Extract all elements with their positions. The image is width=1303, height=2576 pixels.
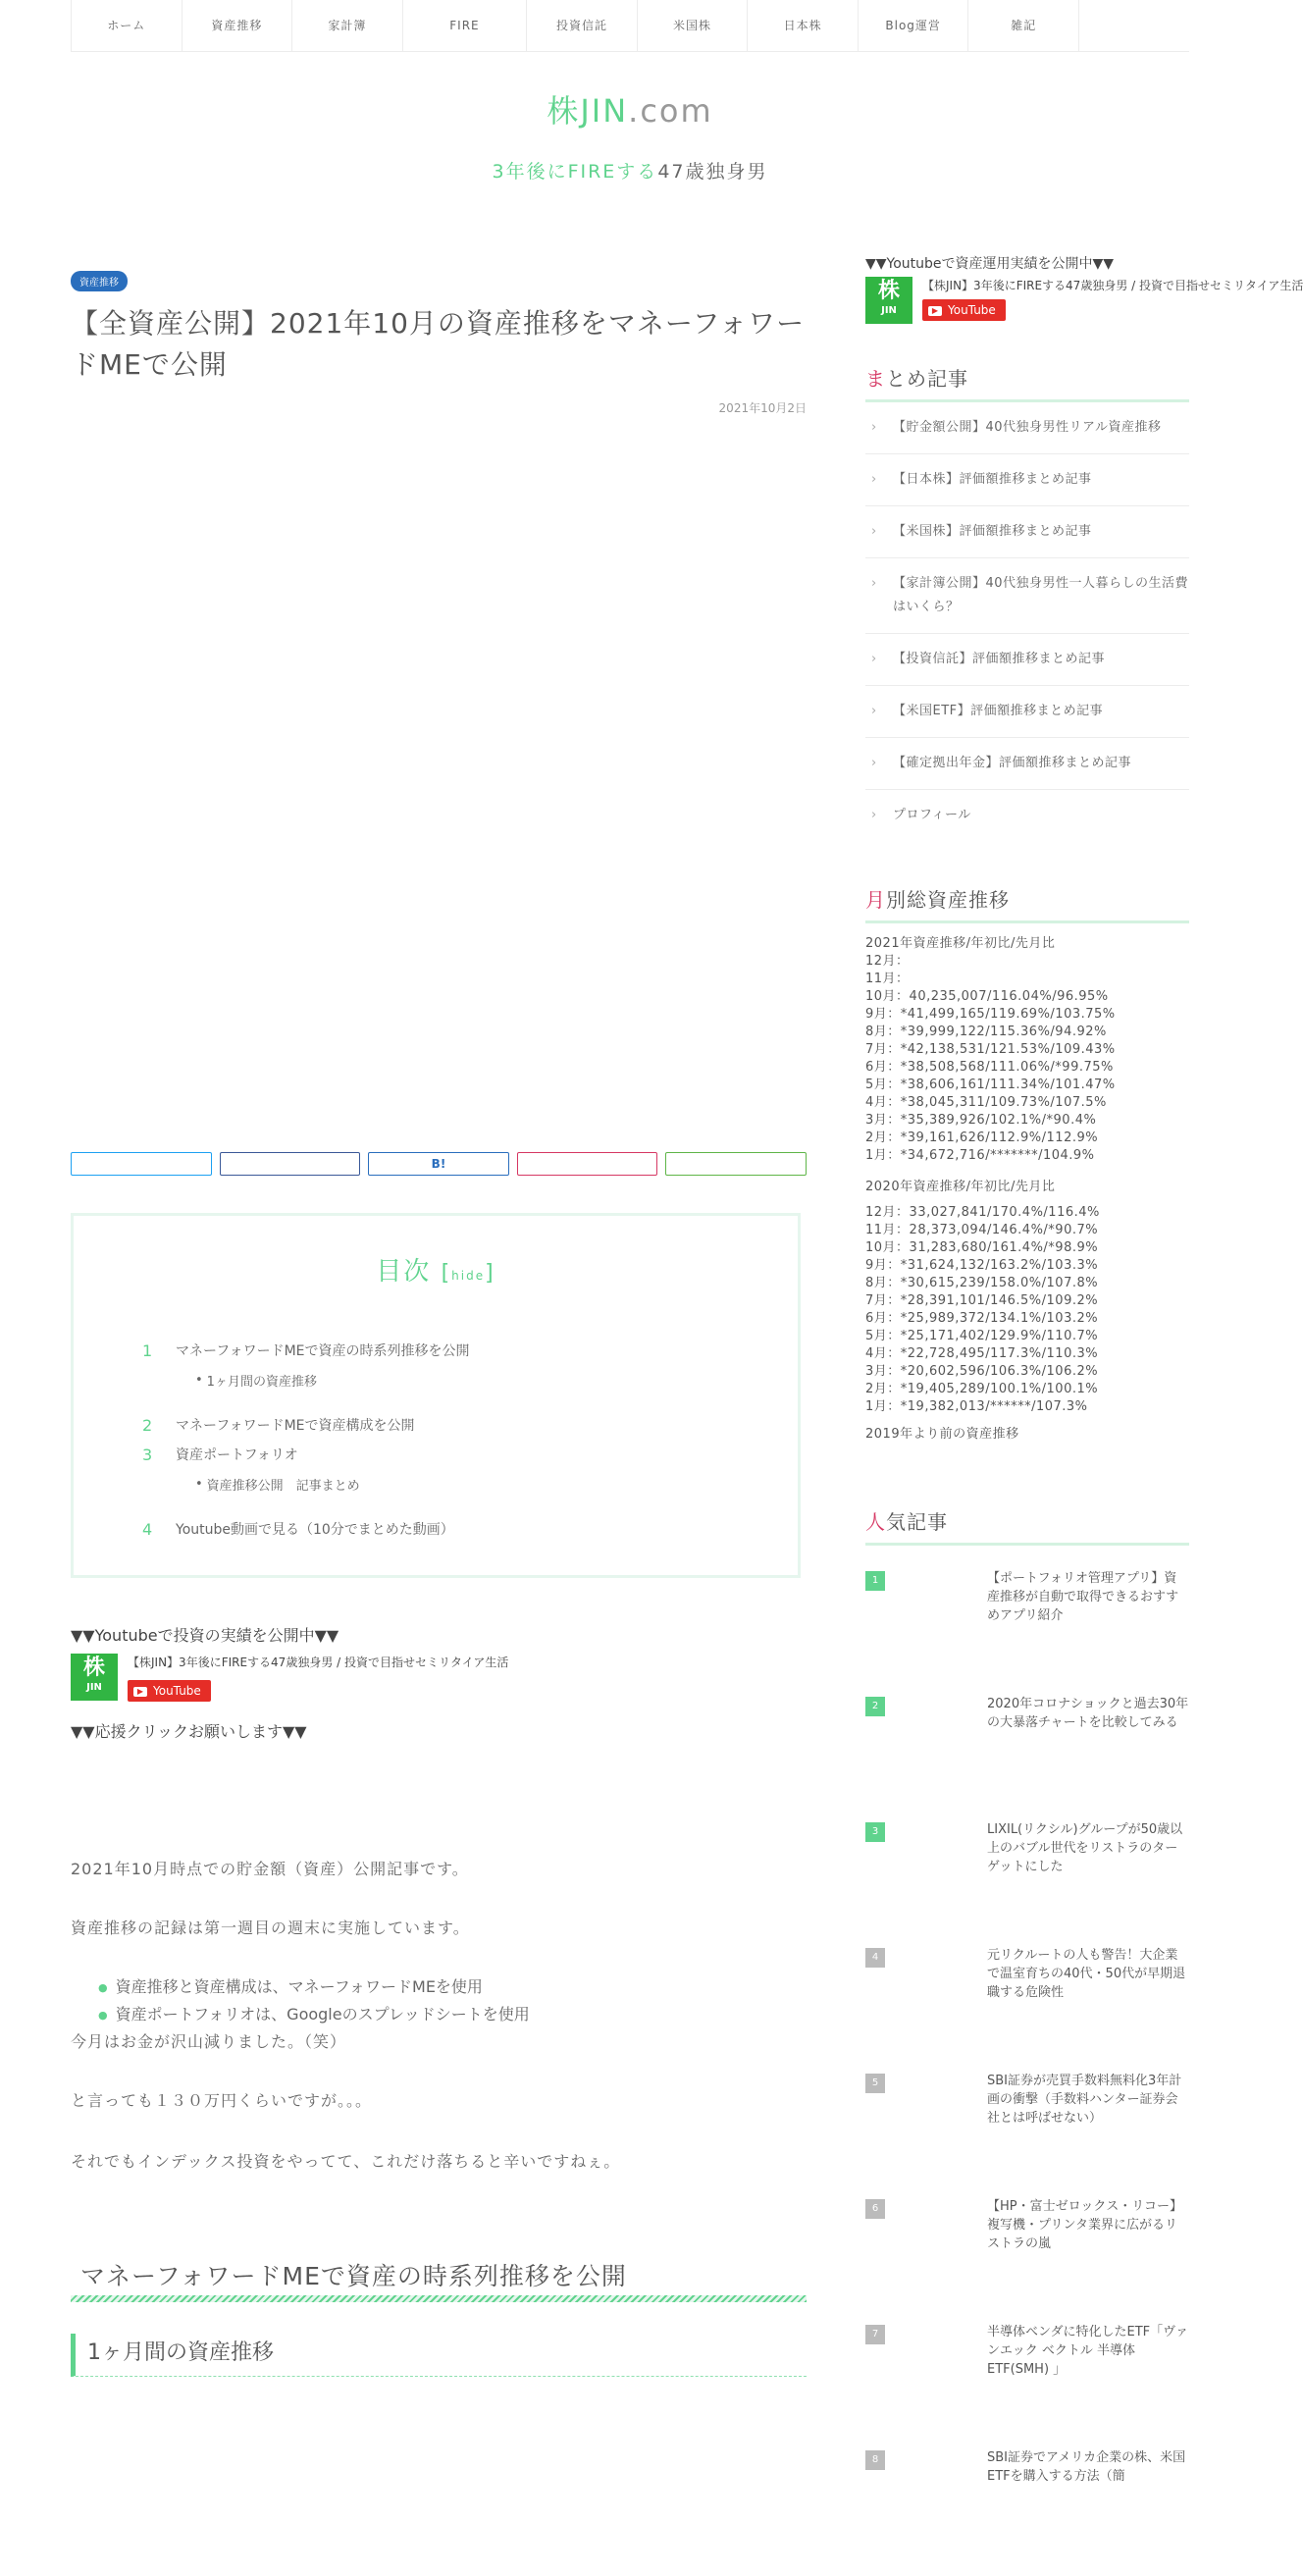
toc-subitem[interactable]: • 1ヶ月間の資産推移 [142, 1365, 470, 1394]
rank-badge: 7 [865, 2325, 885, 2344]
share-hatena-button[interactable]: B! [368, 1152, 509, 1176]
summary-link[interactable]: › 【家計簿公開】40代独身男性一人暮らしの生活費はいくら？ [865, 558, 1189, 634]
toc-item-label[interactable]: マネーフォワードMEで資産構成を公開 [176, 1418, 415, 1434]
toc-item-label[interactable]: Youtube動画で見る（10分でまとめた動画） [176, 1522, 454, 1538]
asset-row[interactable]: 2月：*19,405,289/100.1%/100.1% [865, 1382, 1099, 1396]
global-nav [71, 0, 1189, 52]
asset-row[interactable]: 3月：*35,389,926/102.1%/*90.4% [865, 1113, 1097, 1128]
popular-item-title[interactable]: 【ポートフォリオ管理アプリ】資産推移が自動で取得できるおすすめアプリ紹介 [987, 1571, 1179, 1623]
share-buttons [71, 1152, 807, 1176]
toc-item-label[interactable]: 資産ポートフォリオ [176, 1447, 298, 1463]
before-2019-link[interactable]: 2019年より前の資産推移 [865, 1427, 1019, 1442]
youtube-button-label: YouTube [153, 1684, 201, 1698]
popular-item[interactable] [865, 2325, 1189, 2450]
asset-row[interactable]: 1月：*19,382,013/******/107.3% [865, 1399, 1088, 1414]
toc-list [142, 1336, 470, 1544]
asset-row[interactable]: 7月：*28,391,101/146.5%/109.2% [865, 1293, 1099, 1308]
sidebar-youtube-card [865, 277, 1303, 324]
asset-row[interactable]: 6月：*38,508,568/111.06%/*99.75% [865, 1060, 1114, 1075]
logo-sub: JIN [86, 1682, 102, 1693]
popular-item-title[interactable]: 2020年コロナショックと過去30年の大暴落チャートを比較してみる [987, 1697, 1189, 1730]
monthly-title-rest: 別総資産推移 [886, 888, 1010, 912]
rank-badge: 5 [865, 2074, 885, 2093]
asset-row[interactable]: 11月： [865, 972, 910, 986]
toc-item-label[interactable]: マネーフォワードMEで資産の時系列推移を公開 [176, 1343, 470, 1359]
toc-bracket-open: [ [441, 1261, 452, 1286]
nav-fund[interactable]: 投資信託 [527, 0, 638, 51]
asset-row[interactable]: 5月：*25,171,402/129.9%/110.7% [865, 1329, 1099, 1343]
asset-row[interactable]: 4月：*38,045,311/109.73%/107.5% [865, 1095, 1107, 1110]
asset-row[interactable]: 1月：*34,672,716/*******/104.9% [865, 1148, 1095, 1163]
nav-misc[interactable]: 雑記 [968, 0, 1079, 51]
popular-title-first: 人 [865, 1510, 886, 1534]
logo-kanji: 株 [82, 1656, 105, 1680]
toc-title [74, 1251, 798, 1288]
nav-household[interactable]: 家計簿 [292, 0, 403, 51]
toc-hide-toggle[interactable]: hide [451, 1269, 486, 1283]
popular-item-title[interactable]: LIXIL(リクシル)グループが50歳以上のバブル世代をリストラのターゲットにした [987, 1822, 1183, 1874]
asset-row[interactable]: 6月：*25,989,372/134.1%/103.2% [865, 1311, 1099, 1326]
rank-badge: 1 [865, 1571, 885, 1591]
summary-link[interactable]: › 【米国ETF】評価額推移まとめ記事 [865, 686, 1189, 738]
section-heading [71, 2257, 807, 2302]
popular-item-title[interactable]: SBI証券でアメリカ企業の株、米国ETFを購入する方法（簡 [987, 2450, 1186, 2484]
summary-link[interactable]: › 【確定拠出年金】評価額推移まとめ記事 [865, 738, 1189, 790]
asset-row[interactable]: 9月：*31,624,132/163.2%/103.3% [865, 1258, 1099, 1273]
body-paragraph: それでもインデックス投資をやってて、これだけ落ちると辛いですねぇ。 [71, 2152, 621, 2171]
nav-blog[interactable]: Blog運営 [859, 0, 969, 51]
monthly-widget-title [865, 884, 1189, 923]
sidebar-channel-name[interactable]: 【株JIN】3年後にFIREする47歳独身男 / 投資で目指せセミリタイア生活 [922, 279, 1303, 292]
popular-widget-title [865, 1506, 1189, 1546]
asset-row[interactable]: 9月：*41,499,165/119.69%/103.75% [865, 1007, 1116, 1022]
summary-link[interactable]: › 【日本株】評価額推移まとめ記事 [865, 454, 1189, 506]
share-twitter-button[interactable] [71, 1152, 212, 1176]
year-2021-rows [865, 953, 1189, 1165]
popular-item[interactable] [865, 1948, 1189, 2074]
toc-item[interactable] [142, 1410, 470, 1440]
toc-item[interactable] [142, 1440, 470, 1469]
youtube-heading: ▼▼Youtubeで投資の実績を公開中▼▼ [71, 1626, 339, 1645]
channel-name[interactable]: 【株JIN】3年後にFIREする47歳独身男 / 投資で目指せセミリタイア生活 [128, 1656, 509, 1669]
asset-row[interactable]: 7月：*42,138,531/121.53%/109.43% [865, 1042, 1116, 1057]
summary-link[interactable]: › プロフィール [865, 790, 1189, 841]
rank-badge: 3 [865, 1822, 885, 1842]
toc-title-text: 目次 [376, 1257, 432, 1287]
post-date-text: 2021年10月2日 [718, 401, 807, 415]
subsection-heading [71, 2334, 807, 2377]
summary-link[interactable]: › 【貯金額公開】40代独身男性リアル資産推移 [865, 402, 1189, 454]
asset-row[interactable]: 5月：*38,606,161/111.34%/101.47% [865, 1078, 1116, 1092]
rank-badge: 6 [865, 2199, 885, 2219]
sidebar-youtube-button[interactable] [922, 299, 1006, 321]
logo-sub: JIN [881, 305, 897, 316]
rank-badge: 4 [865, 1948, 885, 1968]
toc-item[interactable] [142, 1514, 470, 1544]
subsection-heading-text: 1ヶ月間の資産推移 [87, 2340, 274, 2365]
asset-row[interactable]: 12月： [865, 954, 910, 969]
year-2020-rows [865, 1204, 1189, 1416]
nav-jp-stock[interactable]: 日本株 [748, 0, 859, 51]
asset-row[interactable]: 10月：40,235,007/116.04%/96.95% [865, 989, 1109, 1004]
asset-row[interactable]: 4月：*22,728,495/117.3%/110.3% [865, 1346, 1099, 1361]
year-2020-heading[interactable]: 2020年資産推移/年初比/先月比 [865, 1180, 1056, 1194]
main-content [71, 271, 807, 416]
nav-us-stock[interactable]: 米国株 [638, 0, 749, 51]
play-icon: ▶ [928, 306, 942, 316]
body-paragraph: と言っても１３０万円くらいですが。。。 [71, 2091, 373, 2110]
nav-home[interactable]: ホーム [71, 0, 182, 51]
sidebar-youtube-info [922, 277, 1303, 324]
asset-row[interactable]: 3月：*20,602,596/106.3%/106.2% [865, 1364, 1099, 1379]
post-title: 【全資産公開】2021年10月の資産推移をマネーフォワードMEで公開 [71, 307, 806, 381]
bullet-item: ● 資産推移と資産構成は、マネーフォワードMEを使用 [98, 1974, 530, 2002]
toc-number: 4 [142, 1519, 153, 1539]
asset-row[interactable]: 11月：28,373,094/146.4%/*90.7% [865, 1223, 1099, 1237]
sidebar-youtube-heading: ▼▼Youtubeで資産運用実績を公開中▼▼ [865, 256, 1115, 272]
category-badge[interactable]: 資産推移 [71, 271, 128, 291]
nav-assets[interactable]: 資産推移 [182, 0, 293, 51]
sidebar-channel-logo[interactable] [865, 277, 912, 324]
popular-item-title[interactable]: SBI証券が売買手数料無料化3年計画の衝撃（手数料ハンター証券会社とは呼ばせない） [987, 2074, 1182, 2126]
popular-item[interactable] [865, 2450, 1189, 2576]
channel-logo[interactable] [71, 1654, 118, 1701]
support-click-text: ▼▼応援クリックお願いします▼▼ [71, 1722, 307, 1741]
monthly-assets-list [865, 935, 1189, 1444]
site-title-kanji: 株 [547, 92, 581, 130]
share-facebook-button[interactable] [220, 1152, 361, 1176]
summary-link[interactable]: › 【投資信託】評価額推移まとめ記事 [865, 634, 1189, 686]
nav-icon-group [1079, 0, 1189, 51]
body-paragraph: 2021年10月時点での貯金額（資産）公開記事です。 [71, 1860, 469, 1878]
toc-subitem[interactable]: • 資産推移公開 記事まとめ [142, 1469, 470, 1498]
tagline-green: 3年後にFIREする [492, 161, 658, 183]
popular-list [865, 1571, 1189, 2576]
summary-title-rest: とめ記事 [886, 367, 968, 391]
youtube-promo [71, 1623, 816, 1702]
asset-row[interactable]: 2月：*39,161,626/112.9%/112.9% [865, 1130, 1099, 1145]
share-pocket-button[interactable] [517, 1152, 658, 1176]
asset-row[interactable]: 10月：31,283,680/161.4%/*98.9% [865, 1240, 1099, 1255]
asset-row[interactable]: 8月：*30,615,239/158.0%/107.8% [865, 1276, 1099, 1290]
youtube-channel-card [71, 1654, 816, 1702]
site-title-jin: JIN [580, 92, 629, 130]
tagline-rest: 47歳独身男 [657, 161, 768, 183]
popular-title-rest: 気記事 [886, 1510, 948, 1534]
youtube-subscribe-button[interactable] [128, 1680, 211, 1702]
youtube-info [128, 1654, 508, 1702]
popular-item[interactable] [865, 1822, 1189, 1948]
section-heading-text: マネーフォワードMEで資産の時系列推移を公開 [80, 2262, 627, 2290]
body-paragraph: 資産推移の記録は第一週目の週末に実施しています。 [71, 1919, 470, 1937]
summary-list [865, 402, 1189, 841]
popular-item-title[interactable]: 【HP・富士ゼロックス・リコー】複写機・プリンタ業界に広がるリストラの嵐 [987, 2199, 1182, 2251]
toc-item[interactable] [142, 1336, 470, 1365]
toc-bracket-close: ] [485, 1261, 495, 1286]
bullet-item: ● 資産ポートフォリオは、Googleのスプレッドシートを使用 [98, 2002, 530, 2029]
popular-item-title[interactable]: 元リクルートの人も警告！大企業で温室育ちの40代・50代が早期退職する危険性 [987, 1948, 1186, 2000]
popular-item[interactable] [865, 1571, 1189, 1697]
play-icon: ▶ [133, 1687, 147, 1697]
toc-number: 3 [142, 1445, 153, 1464]
summary-link[interactable]: › 【米国株】評価額推移まとめ記事 [865, 506, 1189, 558]
site-title[interactable] [0, 86, 1260, 131]
post-date [71, 399, 807, 416]
toc-number: 2 [142, 1415, 153, 1435]
year-2021-heading[interactable]: 2021年資産推移/年初比/先月比 [865, 936, 1056, 951]
summary-widget-title [865, 363, 1189, 402]
popular-item[interactable] [865, 2199, 1189, 2325]
rank-badge: 8 [865, 2450, 885, 2470]
asset-row[interactable]: 12月：33,027,841/170.4%/116.4% [865, 1205, 1100, 1220]
monthly-title-first: 月 [865, 888, 886, 912]
heading-stripe [71, 2295, 807, 2302]
table-of-contents [71, 1213, 801, 1578]
logo-kanji: 株 [877, 279, 900, 303]
toc-number: 1 [142, 1341, 153, 1360]
bullet-list [98, 1974, 530, 2029]
summary-title-first: ま [865, 367, 886, 391]
popular-item[interactable] [865, 1697, 1189, 1822]
rank-badge: 2 [865, 1697, 885, 1716]
body-paragraph: 今月はお金が沢山減りました。（笑） [71, 2032, 347, 2051]
nav-fire[interactable]: FIRE [403, 0, 528, 51]
site-title-com: .com [628, 92, 713, 130]
popular-item[interactable] [865, 2074, 1189, 2199]
sidebar [865, 253, 1303, 2576]
site-tagline [0, 157, 1260, 184]
popular-item-title[interactable]: 半導体ベンダに特化したETF「ヴァンエック ベクトル 半導体 ETF(SMH) 」 [987, 2325, 1188, 2377]
asset-row[interactable]: 8月：*39,999,122/115.36%/94.92% [865, 1025, 1107, 1039]
share-line-button[interactable] [665, 1152, 807, 1176]
youtube-button-label: YouTube [948, 303, 996, 317]
